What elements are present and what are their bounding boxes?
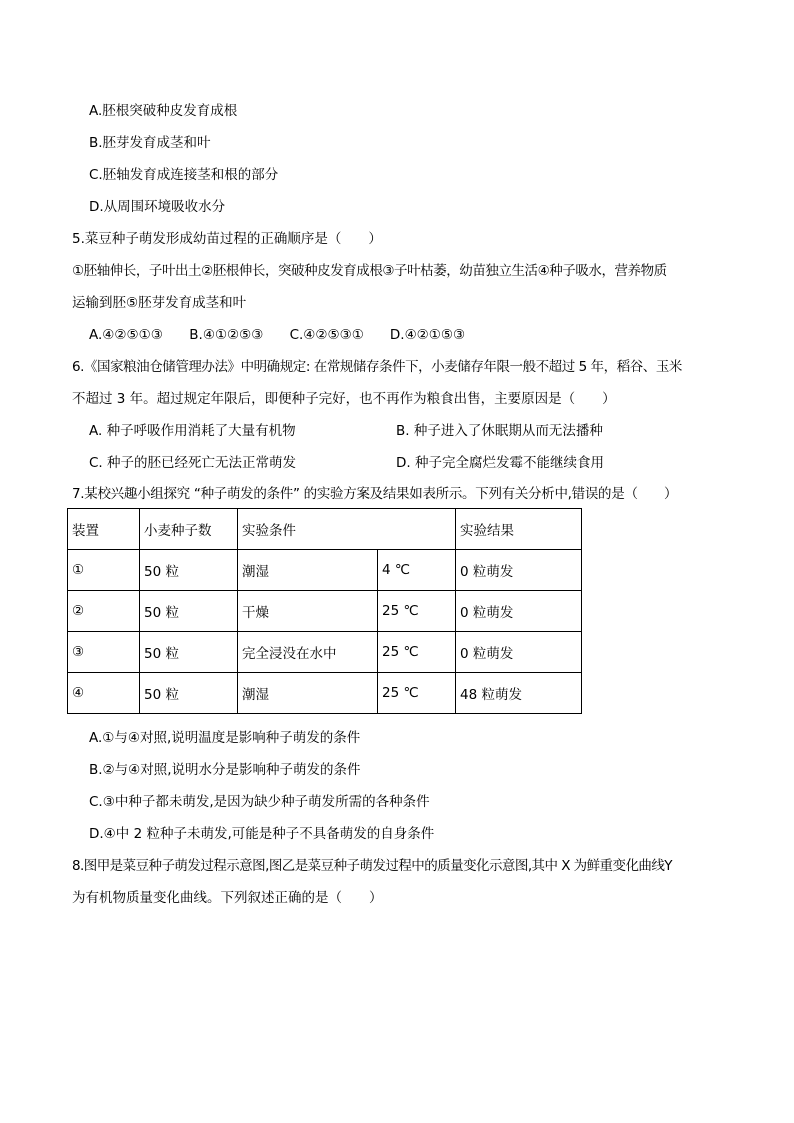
cell-device: ① [68,550,140,591]
q6-stem-line1: 6.《国家粮油仓储管理办法》中明确规定: 在常规储存条件下，小麦储存年限一般不超过 5 年，稻谷、玉米 [72,359,682,375]
cell-device: ② [68,591,140,632]
q5-steps-line1: ①胚轴伸长，子叶出土②胚根伸长，突破种皮发育成根③子叶枯萎，幼苗独立生活④种子吸水，营养物质 [72,263,667,279]
cell-moisture: 潮湿 [238,550,378,591]
q5-option-a: A.④②⑤①③ [89,327,163,343]
q5-steps-line2: 运输到胚⑤胚芽发育成茎和叶 [72,295,247,311]
table-row [68,591,582,632]
q4-option-c: C.胚轴发育成连接茎和根的部分 [89,167,279,183]
q5-stem: 5.菜豆种子萌发形成幼苗过程的正确顺序是（ ） [72,231,382,247]
table-row [68,673,582,714]
header-result: 实验结果 [456,509,582,550]
cell-temperature: 25 ℃ [378,632,456,673]
q5-options-row [89,326,486,344]
q7-stem: 7.某校兴趣小组探究 “种子萌发的条件” 的实验方案及结果如表所示。下列有关分析中,错误的是（ ） [72,486,678,502]
table-header-row [68,509,582,550]
q4-option-a: A.胚根突破种皮发育成根 [89,103,238,119]
cell-temperature: 25 ℃ [378,673,456,714]
q7-option-c: C.③中种子都未萌发,是因为缺少种子萌发所需的各种条件 [89,794,430,810]
q6-option-a: A. 种子呼吸作用消耗了大量有机物 [89,423,296,439]
cell-result: 0 粒萌发 [456,550,582,591]
cell-result: 48 粒萌发 [456,673,582,714]
q4-option-d: D.从周围环境吸收水分 [89,199,226,215]
header-conditions: 实验条件 [238,509,456,550]
q5-option-d: D.④②①⑤③ [389,327,466,343]
q7-option-d: D.④中 2 粒种子未萌发,可能是种子不具备萌发的自身条件 [89,826,435,842]
cell-seed-count: 50 粒 [140,632,238,673]
q5-option-c: C.④②⑤③① [289,327,364,343]
q6-option-c: C. 种子的胚已经死亡无法正常萌发 [89,455,297,471]
q6-stem-line2: 不超过 3 年。超过规定年限后，即便种子完好，也不再作为粮食出售，主要原因是（ ） [72,391,616,407]
header-seed-count: 小麦种子数 [140,509,238,550]
q7-option-b: B.②与④对照,说明水分是影响种子萌发的条件 [89,762,361,778]
cell-device: ④ [68,673,140,714]
cell-moisture: 干燥 [238,591,378,632]
cell-seed-count: 50 粒 [140,550,238,591]
table-row [68,632,582,673]
cell-result: 0 粒萌发 [456,591,582,632]
experiment-table [67,508,582,714]
cell-device: ③ [68,632,140,673]
cell-temperature: 4 ℃ [378,550,456,591]
cell-moisture: 潮湿 [238,673,378,714]
cell-seed-count: 50 粒 [140,673,238,714]
table-row [68,550,582,591]
q7-option-a: A.①与④对照,说明温度是影响种子萌发的条件 [89,730,361,746]
q6-option-d: D. 种子完全腐烂发霉不能继续食用 [396,455,604,471]
cell-result: 0 粒萌发 [456,632,582,673]
q5-option-b: B.④①②⑤③ [189,327,264,343]
cell-moisture: 完全浸没在水中 [238,632,378,673]
q6-option-b: B. 种子进入了休眠期从而无法播种 [396,423,603,439]
cell-temperature: 25 ℃ [378,591,456,632]
cell-seed-count: 50 粒 [140,591,238,632]
q4-option-b: B.胚芽发育成茎和叶 [89,135,211,151]
header-device: 装置 [68,509,140,550]
q8-stem-line2: 为有机物质量变化曲线。下列叙述正确的是（ ） [72,890,383,906]
q8-stem-line1: 8.图甲是菜豆种子萌发过程示意图,图乙是菜豆种子萌发过程中的质量变化示意图,其中 X 为鲜重变化曲线Y [72,858,672,874]
